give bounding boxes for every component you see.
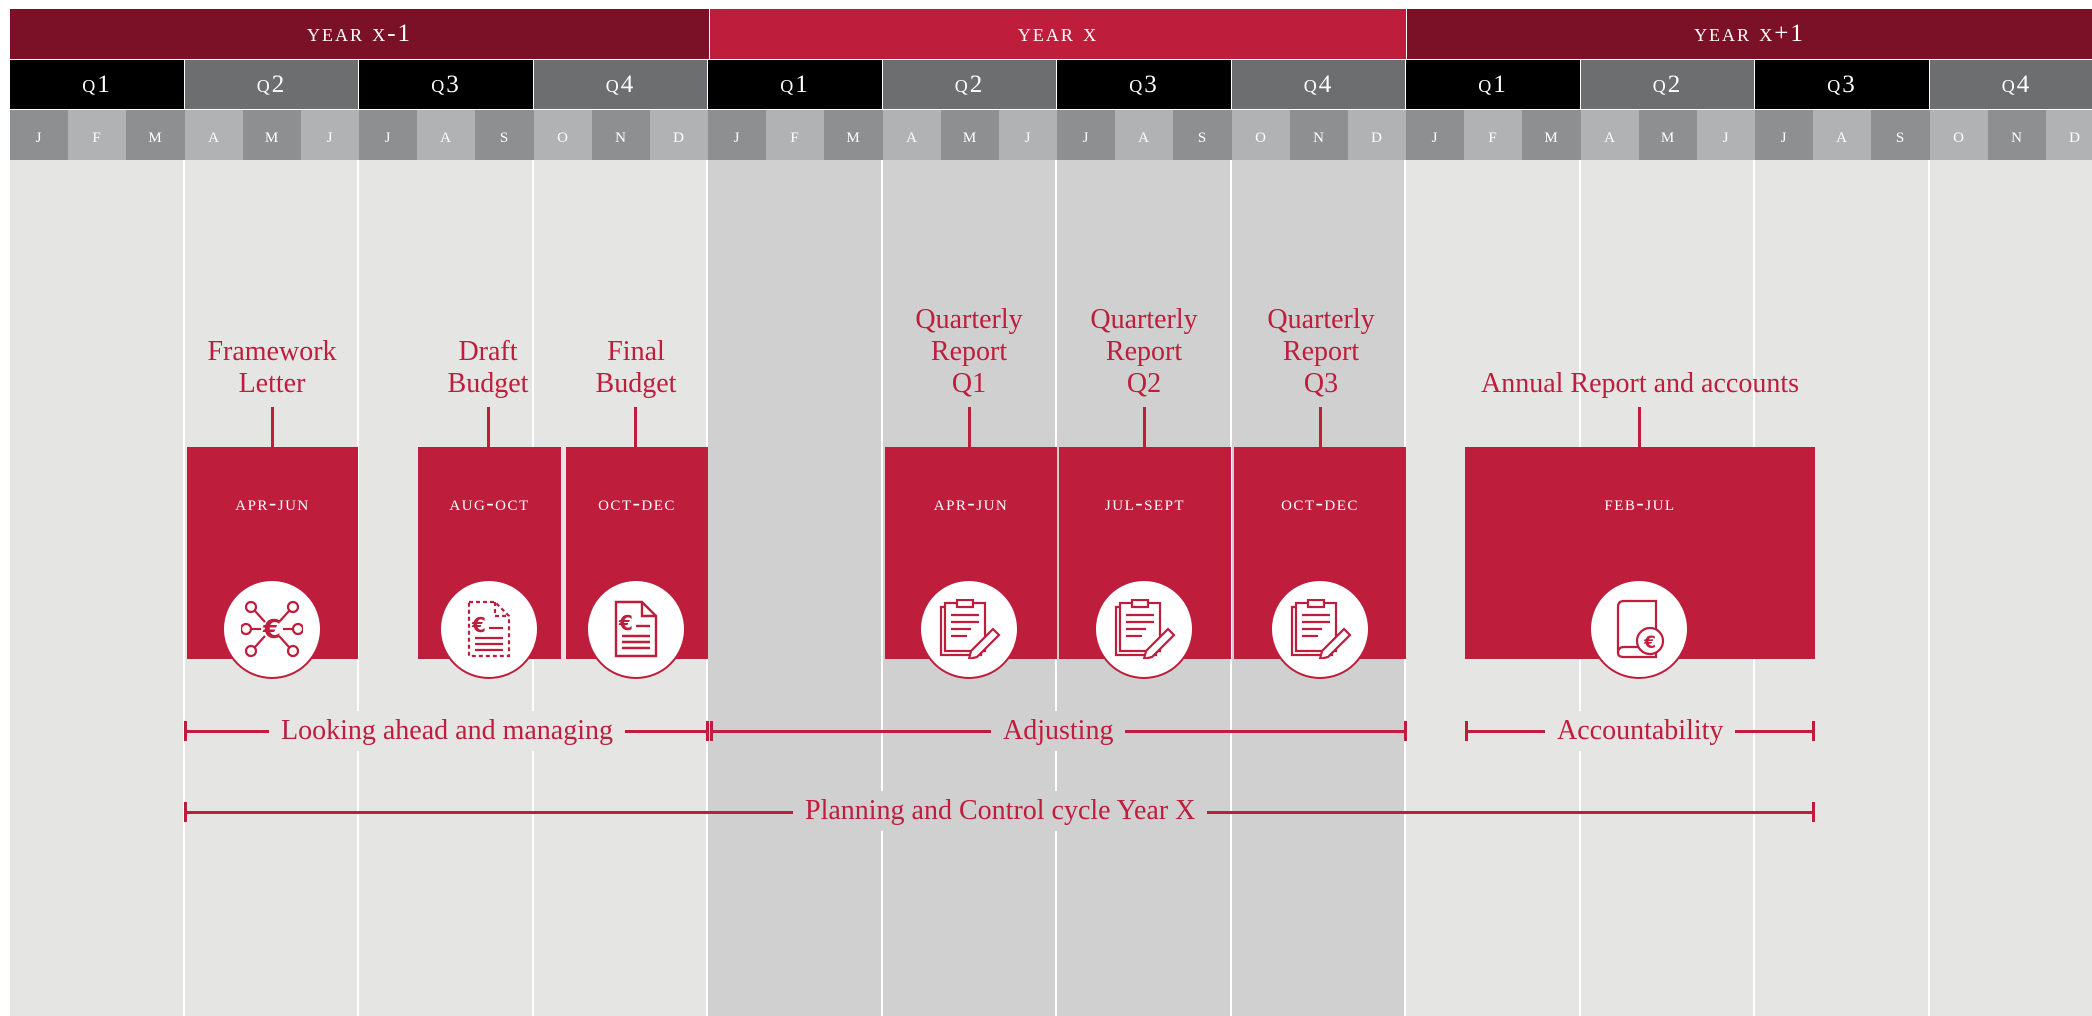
quarter-header-cell: q1: [10, 60, 184, 109]
month-header-cell: j: [708, 110, 766, 160]
quarter-header-cell: q3: [1057, 60, 1231, 109]
clipboard-icon-circle-q3: [1270, 579, 1370, 679]
quarter-header-cell: q1: [708, 60, 882, 109]
month-header-cell: j: [359, 110, 417, 160]
range-label-planning-cycle: Planning and Control cycle Year X: [793, 791, 1207, 831]
month-header-cell: s: [475, 110, 534, 160]
phase-period-quarterly-report-q2: jul-sept: [1104, 490, 1186, 515]
euro-book-icon-circle: [1589, 579, 1689, 679]
quarter-header-cell: q4: [1930, 60, 2092, 109]
phase-period-framework-letter: apr-jun: [235, 490, 310, 515]
month-header-cell: n: [1988, 110, 2046, 160]
month-header-cell: d: [2046, 110, 2092, 160]
phase-stem: [487, 407, 490, 447]
quarter-header-cell: q4: [1232, 60, 1405, 109]
phase-period-quarterly-report-q3: oct-dec: [1281, 490, 1359, 515]
clipboard-icon-circle-q2: [1094, 579, 1194, 679]
month-header-cell: n: [592, 110, 650, 160]
month-header-cell: s: [1173, 110, 1232, 160]
month-header-cell: j: [1697, 110, 1755, 160]
final-budget-doc-icon: [608, 598, 664, 660]
month-header-cell: j: [1057, 110, 1115, 160]
month-header-cell: f: [1464, 110, 1522, 160]
month-header-cell: m: [824, 110, 883, 160]
quarter-column: [1930, 160, 2092, 1016]
month-header-cell: j: [301, 110, 359, 160]
network-euro-icon-circle: [222, 579, 322, 679]
phase-period-annual-report: feb-jul: [1604, 490, 1676, 515]
month-header-cell: d: [650, 110, 708, 160]
quarter-header-cell: q2: [883, 60, 1056, 109]
month-header-cell: o: [1930, 110, 1988, 160]
range-tick: [1812, 802, 1815, 822]
phase-period-quarterly-report-q1: apr-jun: [933, 490, 1009, 515]
quarter-header-cell: q2: [185, 60, 358, 109]
month-header-cell: j: [1755, 110, 1813, 160]
clipboard-icon-circle-q1: [919, 579, 1019, 679]
phase-label-draft-budget: Draft Budget: [447, 336, 529, 399]
clipboard-pencil-icon: [937, 599, 1001, 659]
euro-book-icon: [1610, 599, 1668, 659]
month-header-cell: a: [1813, 110, 1871, 160]
month-header-cell: m: [1522, 110, 1581, 160]
range-tick: [710, 721, 713, 741]
clipboard-pencil-icon: [1288, 599, 1352, 659]
phase-stem: [968, 407, 971, 447]
month-header-cell: o: [1232, 110, 1290, 160]
left-edge: [0, 0, 10, 1016]
quarter-column: [10, 160, 183, 1016]
month-header-cell: f: [766, 110, 824, 160]
month-header-cell: d: [1348, 110, 1406, 160]
clipboard-pencil-icon: [1112, 599, 1176, 659]
range-tick: [184, 802, 187, 822]
month-header-cell: a: [1581, 110, 1639, 160]
month-header-cell: a: [185, 110, 243, 160]
svg-text:€: €: [1644, 633, 1656, 653]
month-header-cell: a: [883, 110, 941, 160]
month-header-cell: a: [1115, 110, 1173, 160]
month-header-cell: f: [68, 110, 126, 160]
phase-label-quarterly-report-q3: Quarterly Report Q3: [1267, 304, 1375, 399]
month-header-cell: j: [10, 110, 68, 160]
phase-stem: [271, 407, 274, 447]
year-header-x-minus-1: year x-1: [10, 9, 709, 59]
month-header-cell: s: [1871, 110, 1930, 160]
svg-text:€: €: [262, 615, 282, 645]
phase-stem: [1143, 407, 1146, 447]
quarter-header-cell: q2: [1581, 60, 1754, 109]
month-header-cell: m: [243, 110, 301, 160]
quarter-header-cell: q3: [359, 60, 533, 109]
draft-budget-doc-icon: [461, 598, 517, 660]
month-header-cell: m: [941, 110, 999, 160]
year-header-x-plus-1: year x+1: [1407, 9, 2092, 59]
year-header-x: year x: [710, 9, 1406, 59]
svg-text:€: €: [619, 611, 633, 635]
month-header-cell: m: [126, 110, 185, 160]
range-tick: [1812, 721, 1815, 741]
phase-label-quarterly-report-q1: Quarterly Report Q1: [915, 304, 1023, 399]
range-label-adjusting: Adjusting: [991, 711, 1125, 751]
range-tick: [1404, 721, 1407, 741]
phase-label-quarterly-report-q2: Quarterly Report Q2: [1090, 304, 1198, 399]
phase-stem: [1319, 407, 1322, 447]
quarter-header-cell: q1: [1406, 60, 1580, 109]
final-budget-icon-circle: [586, 579, 686, 679]
month-header-cell: m: [1639, 110, 1697, 160]
month-header-cell: a: [417, 110, 475, 160]
phase-label-framework-letter: Framework Letter: [207, 336, 337, 399]
svg-text:€: €: [472, 613, 486, 637]
range-tick: [184, 721, 187, 741]
network-euro-icon: [241, 598, 303, 660]
quarter-header-cell: q3: [1755, 60, 1929, 109]
month-header-cell: o: [534, 110, 592, 160]
draft-budget-icon-circle: [439, 579, 539, 679]
month-header-cell: n: [1290, 110, 1348, 160]
phase-stem: [1638, 407, 1641, 447]
quarter-column: [708, 160, 881, 1016]
month-header-cell: j: [999, 110, 1057, 160]
phase-label-final-budget: Final Budget: [595, 336, 677, 399]
range-tick: [706, 721, 709, 741]
range-label-accountability: Accountability: [1545, 711, 1735, 751]
range-tick: [1465, 721, 1468, 741]
phase-period-draft-budget: aug-oct: [449, 490, 530, 515]
phase-stem: [634, 407, 637, 447]
phase-period-final-budget: oct-dec: [598, 490, 676, 515]
month-header-cell: j: [1406, 110, 1464, 160]
quarter-header-cell: q4: [534, 60, 707, 109]
range-label-looking-ahead: Looking ahead and managing: [269, 711, 625, 751]
phase-label-annual-report: Annual Report and accounts: [1480, 368, 1800, 399]
